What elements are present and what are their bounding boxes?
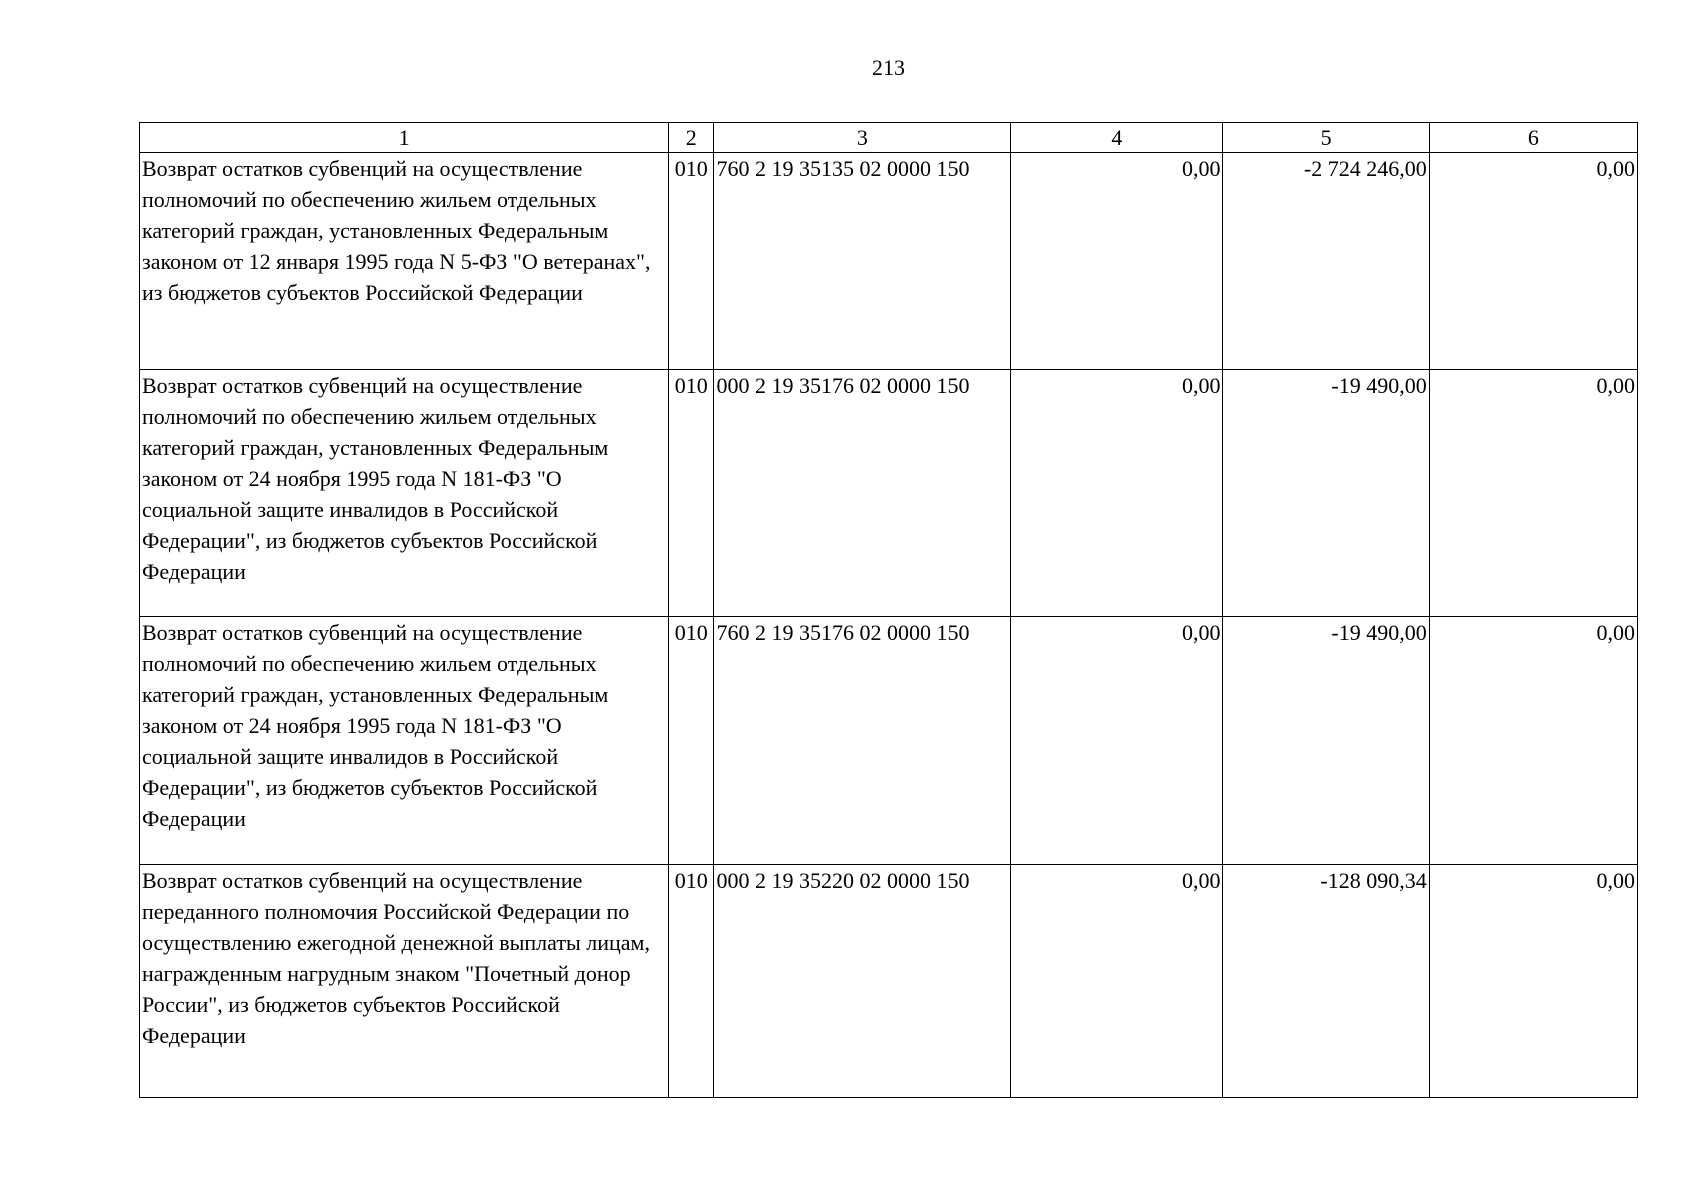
row-budget-classification-code: 000 2 19 35176 02 0000 150 (714, 370, 1011, 617)
row-budget-classification-code: 000 2 19 35220 02 0000 150 (714, 865, 1011, 1098)
row-value-col5: -19 490,00 (1223, 617, 1429, 865)
table-row (140, 153, 1638, 370)
page-number: 213 (872, 55, 905, 80)
row-code: 010 (669, 370, 714, 617)
row-value-col4: 0,00 (1011, 865, 1223, 1098)
row-code: 010 (669, 617, 714, 865)
row-value-col6: 0,00 (1429, 617, 1637, 865)
row-value-col5: -2 724 246,00 (1223, 153, 1429, 370)
column-header-4: 4 (1011, 123, 1223, 153)
column-header-1: 1 (140, 123, 669, 153)
table-row (140, 865, 1638, 1098)
row-name: Возврат остатков субвенций на осуществление полномочий по обеспечению жильем отдельных категорий граждан, установленных Федеральным законом от 24 ноября 1995 года N 181-ФЗ "О социальной защите инвалидов в Российской Федерации", из бюджетов субъектов Российской Федерации (140, 370, 669, 617)
row-value-col4: 0,00 (1011, 617, 1223, 865)
row-value-col6: 0,00 (1429, 370, 1637, 617)
table-row (140, 370, 1638, 617)
row-value-col4: 0,00 (1011, 153, 1223, 370)
budget-table (139, 122, 1638, 1098)
column-header-3: 3 (714, 123, 1011, 153)
row-budget-classification-code: 760 2 19 35176 02 0000 150 (714, 617, 1011, 865)
row-value-col6: 0,00 (1429, 153, 1637, 370)
row-name: Возврат остатков субвенций на осуществление переданного полномочия Российской Федерации по осуществлению ежегодной денежной выплаты лицам, награжденным нагрудным знаком "Почетный донор России", из бюджетов субъектов Российской Федерации (140, 865, 669, 1098)
row-value-col5: -128 090,34 (1223, 865, 1429, 1098)
row-code: 010 (669, 865, 714, 1098)
row-code: 010 (669, 153, 714, 370)
table-row (140, 617, 1638, 865)
row-value-col4: 0,00 (1011, 370, 1223, 617)
row-value-col6: 0,00 (1429, 865, 1637, 1098)
row-budget-classification-code: 760 2 19 35135 02 0000 150 (714, 153, 1011, 370)
table-header-row (140, 123, 1638, 153)
column-header-2: 2 (669, 123, 714, 153)
row-name: Возврат остатков субвенций на осуществление полномочий по обеспечению жильем отдельных категорий граждан, установленных Федеральным законом от 12 января 1995 года N 5-ФЗ "О ветеранах", из бюджетов субъектов Российской Федерации (140, 153, 669, 370)
row-name: Возврат остатков субвенций на осуществление полномочий по обеспечению жильем отдельных категорий граждан, установленных Федеральным законом от 24 ноября 1995 года N 181-ФЗ "О социальной защите инвалидов в Российской Федерации", из бюджетов субъектов Российской Федерации (140, 617, 669, 865)
column-header-6: 6 (1429, 123, 1637, 153)
row-value-col5: -19 490,00 (1223, 370, 1429, 617)
column-header-5: 5 (1223, 123, 1429, 153)
